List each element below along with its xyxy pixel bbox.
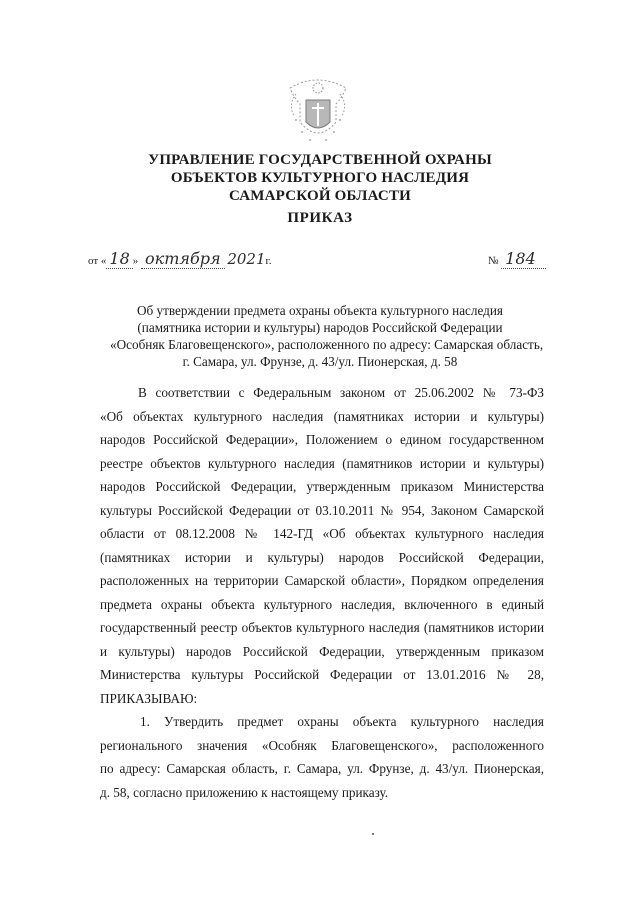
number-value: 184 xyxy=(501,249,546,269)
item-line: 1. Утвердить предмет охраны объекта культурного наследия xyxy=(140,714,544,729)
document-type-title: ПРИКАЗ xyxy=(287,210,353,226)
body-line: области от 08.12.2008 № 142-ГД «Об объектах культурного наследия xyxy=(100,526,544,541)
body-line: культуры Российской Федерации от 03.10.2011 № 954, Законом Самарской xyxy=(100,502,544,518)
body-line: (памятниках истории и культуры) народов Российской Федерации, xyxy=(100,549,544,565)
body-line: государственный реестр объектов культурного наследия (памятников истории xyxy=(100,620,544,635)
body-line: расположенных на территории Самарской области», Порядком определения xyxy=(100,573,544,588)
coat-of-arms-icon xyxy=(282,74,354,148)
date-day: 18 xyxy=(106,249,132,269)
body-line: ПРИКАЗЫВАЮ: xyxy=(100,690,198,706)
body-line: и культуры) народов Российской Федерации, утвержденным приказом xyxy=(100,643,544,659)
order-date xyxy=(88,249,272,269)
body-line: народов Российской Федерации», Положением о едином государственном xyxy=(100,432,544,447)
item-line: регионального значения «Особняк Благовещенского», расположенного xyxy=(100,737,544,753)
date-prefix: от « xyxy=(88,255,107,267)
date-month: октября xyxy=(141,249,225,269)
issuer-header-line: ОБЪЕКТОВ КУЛЬТУРНОГО НАСЛЕДИЯ xyxy=(170,170,470,186)
body-line: народов Российской Федерации, утвержденным приказом Министерства xyxy=(100,479,544,494)
body-line: реестре объектов культурного наследия (памятников истории и культуры) xyxy=(100,455,544,471)
item-line: по адресу: Самарская область, г. Самара, ул. Фрунзе, д. 43/ул. Пионерская, xyxy=(100,761,544,776)
body-line: В соответствии с Федеральным законом от 25.06.2002 № 73-ФЗ xyxy=(138,385,544,400)
number-prefix: № xyxy=(488,255,499,267)
scan-speck xyxy=(372,833,374,835)
subject-line: Об утверждении предмета охраны объекта культурного наследия xyxy=(137,303,503,318)
order-number xyxy=(488,249,546,269)
body-line: «Об объектах культурного наследия (памятниках истории и культуры) xyxy=(100,408,544,424)
order-subject xyxy=(110,302,544,370)
issuer-header-line: САМАРСКОЙ ОБЛАСТИ xyxy=(228,188,412,204)
date-suffix: г. xyxy=(265,255,272,267)
body-line: Министерства культуры Российской Федерации от 13.01.2016 № 28, xyxy=(100,667,544,682)
date-year: 2021 xyxy=(227,250,266,268)
subject-line: г. Самара, ул. Фрунзе, д. 43/ул. Пионерская, д. 58 xyxy=(182,354,458,369)
body-line: предмета охраны объекта культурного наследия, включенного в единый xyxy=(100,596,544,612)
subject-line: «Особняк Благовещенского», расположенного по адресу: Самарская область, xyxy=(110,337,544,352)
issuer-header xyxy=(100,151,540,205)
subject-line: (памятника истории и культуры) народов Российской Федерации xyxy=(137,320,503,335)
order-body xyxy=(100,381,544,804)
issuer-header-line: УПРАВЛЕНИЕ ГОСУДАРСТВЕННОЙ ОХРАНЫ xyxy=(148,152,492,168)
item-line: д. 58, согласно приложению к настоящему приказу. xyxy=(100,784,389,800)
date-mid: » xyxy=(132,255,139,267)
